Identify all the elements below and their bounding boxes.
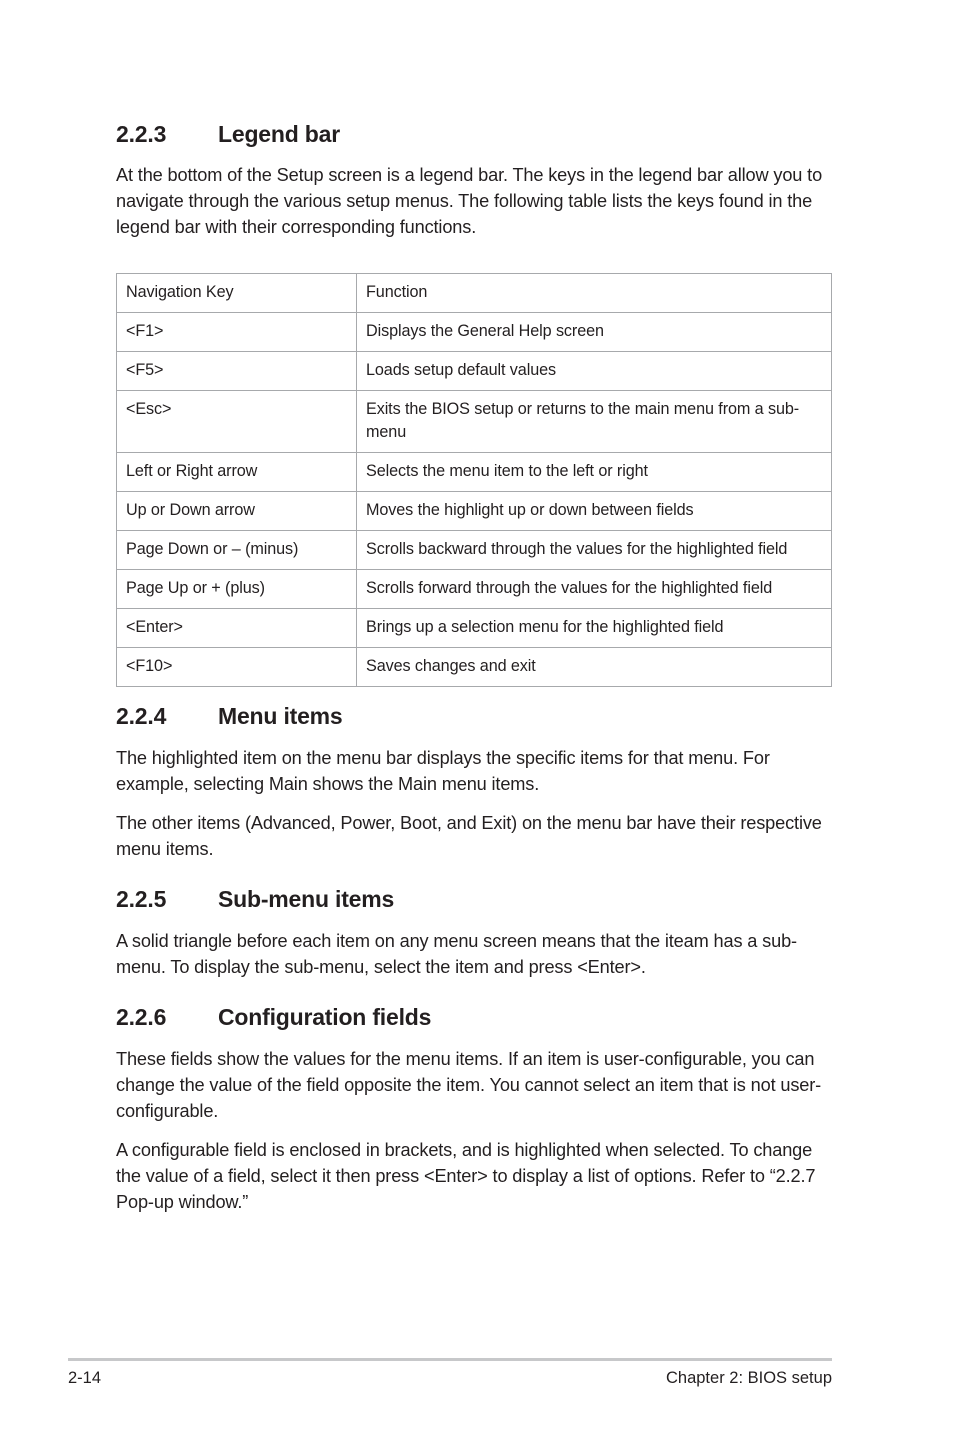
header-cell: Navigation Key bbox=[117, 274, 357, 313]
table-row bbox=[117, 313, 832, 352]
key-cell: Left or Right arrow bbox=[117, 453, 357, 492]
paragraph: These fields show the values for the menu items. If an item is user-configurable, you can change the value of the field opposite the item. You cannot select an item that is not user-configurable. bbox=[116, 1049, 822, 1121]
function-cell: Moves the highlight up or down between fields bbox=[357, 492, 832, 531]
table-header-row bbox=[117, 274, 832, 313]
section-number: 2.2.3 bbox=[116, 121, 167, 147]
section-heading-menu-items bbox=[116, 702, 343, 730]
key-cell: <Enter> bbox=[117, 609, 357, 648]
section-heading-configuration-fields bbox=[116, 1003, 431, 1031]
key-cell: Page Up or + (plus) bbox=[117, 570, 357, 609]
function-cell: Scrolls forward through the values for the highlighted field bbox=[357, 570, 832, 609]
section-heading-sub-menu-items bbox=[116, 885, 394, 913]
paragraph: The other items (Advanced, Power, Boot, and Exit) on the menu bar have their respective menu items. bbox=[116, 813, 822, 859]
table-row bbox=[117, 609, 832, 648]
key-cell: <F10> bbox=[117, 648, 357, 687]
key-cell: Up or Down arrow bbox=[117, 492, 357, 531]
section-heading-legend-bar bbox=[116, 120, 340, 148]
function-cell: Displays the General Help screen bbox=[357, 313, 832, 352]
chapter-title: Chapter 2: BIOS setup bbox=[665, 1369, 832, 1387]
function-cell: Loads setup default values bbox=[357, 352, 832, 391]
table-row bbox=[117, 570, 832, 609]
table-row bbox=[117, 453, 832, 492]
page-number: 2-14 bbox=[68, 1369, 102, 1387]
table-row bbox=[117, 531, 832, 570]
section-title: Sub-menu items bbox=[218, 886, 395, 912]
section-title: Legend bar bbox=[218, 121, 340, 147]
section-number: 2.2.4 bbox=[116, 703, 167, 729]
legend-table bbox=[116, 273, 832, 687]
footer-divider bbox=[68, 1358, 832, 1361]
section-number: 2.2.6 bbox=[116, 1004, 167, 1030]
key-cell: Page Down or – (minus) bbox=[117, 531, 357, 570]
section-title: Configuration fields bbox=[218, 1004, 432, 1030]
section-number: 2.2.5 bbox=[116, 886, 167, 912]
paragraph: The highlighted item on the menu bar displays the specific items for that menu. For example, selecting Main shows the Main menu items. bbox=[116, 748, 770, 794]
function-cell: Scrolls backward through the values for the highlighted field bbox=[357, 531, 832, 570]
key-cell: <F5> bbox=[117, 352, 357, 391]
table-row bbox=[117, 492, 832, 531]
paragraph: A solid triangle before each item on any menu screen means that the iteam has a sub-menu. To display the sub-menu, select the item and press <Enter>. bbox=[116, 931, 797, 977]
paragraph: At the bottom of the Setup screen is a legend bar. The keys in the legend bar allow you to navigate through the various setup menus. The following table lists the keys found in the legend bar with their corresponding functions. bbox=[116, 165, 823, 237]
key-cell: <Esc> bbox=[117, 391, 357, 453]
table-row bbox=[117, 352, 832, 391]
function-cell: Selects the menu item to the left or right bbox=[357, 453, 832, 492]
table-row bbox=[117, 391, 832, 453]
header-cell: Function bbox=[357, 274, 832, 313]
function-cell: Exits the BIOS setup or returns to the main menu from a sub-menu bbox=[357, 391, 832, 453]
section-title: Menu items bbox=[218, 703, 343, 729]
function-cell: Brings up a selection menu for the highlighted field bbox=[357, 609, 832, 648]
table-row bbox=[117, 648, 832, 687]
key-cell: <F1> bbox=[117, 313, 357, 352]
function-cell: Saves changes and exit bbox=[357, 648, 832, 687]
paragraph: A configurable field is enclosed in brackets, and is highlighted when selected. To change the value of a field, select it then press <Enter> to display a list of options. Refer to “2.2.7 Pop-up window.” bbox=[116, 1140, 816, 1212]
